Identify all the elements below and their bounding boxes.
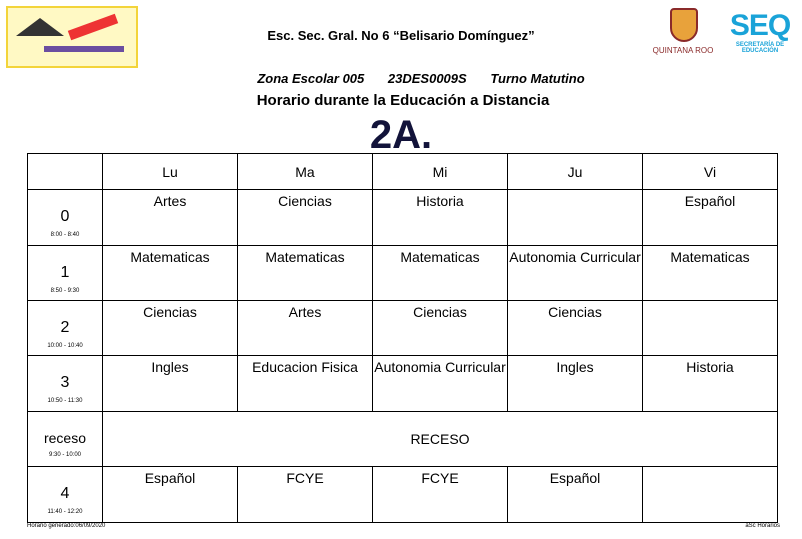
software-credit: aSc Horarios	[745, 523, 780, 529]
subject-cell: FCYE	[238, 467, 373, 523]
subject-cell: Artes	[103, 190, 238, 246]
day-header: Ju	[508, 154, 643, 190]
period-label-cell	[28, 190, 103, 246]
subject-cell: Ciencias	[373, 301, 508, 356]
period-label-cell	[28, 356, 103, 412]
period-time: 9:30 - 10:00	[48, 452, 82, 458]
schedule-table	[27, 153, 778, 523]
logo-bar	[44, 46, 124, 52]
period-row	[28, 356, 778, 412]
page-title: Horario durante la Educación a Distancia	[256, 92, 550, 109]
subject-cell: FCYE	[373, 467, 508, 523]
group-name: 2A.	[369, 113, 433, 157]
period-number: 3	[60, 374, 70, 391]
period-time: 10:50 - 11:30	[47, 398, 83, 404]
subject-cell: Ciencias	[103, 301, 238, 356]
period-row	[28, 246, 778, 301]
seq-logo-text: SEQ	[729, 9, 791, 42]
subject-cell: Ingles	[508, 356, 643, 412]
period-number: 4	[60, 485, 70, 502]
period-time: 11:40 - 12:20	[47, 509, 83, 515]
period-label-cell	[28, 246, 103, 301]
shift-label: Turno Matutino	[490, 71, 585, 86]
subject-cell: Autonomia Curricular	[373, 356, 508, 412]
school-code: 23DES0009S	[387, 71, 467, 86]
subject-cell: Ciencias	[508, 301, 643, 356]
school-name: Esc. Sec. Gral. No 6 “Belisario Domínguez”	[267, 28, 535, 43]
period-time: 8:50 - 9:30	[50, 288, 80, 294]
period-row	[28, 190, 778, 246]
subject-cell: Artes	[238, 301, 373, 356]
subject-cell	[508, 190, 643, 246]
subject-cell	[643, 301, 778, 356]
seq-logo-subtitle: SECRETARÍA DE EDUCACIÓN	[735, 42, 785, 54]
period-time: 10:00 - 10:40	[47, 343, 83, 349]
shield-icon	[670, 8, 698, 42]
subject-cell: Matematicas	[238, 246, 373, 301]
period-number: 2	[60, 319, 70, 336]
quintana-roo-text: QUINTANA ROO	[652, 46, 714, 55]
day-header: Ma	[238, 154, 373, 190]
subject-cell: Matematicas	[643, 246, 778, 301]
subject-cell: Historia	[643, 356, 778, 412]
period-label-cell	[28, 301, 103, 356]
day-header: Lu	[103, 154, 238, 190]
period-label-cell	[28, 412, 103, 467]
subject-cell: Matematicas	[103, 246, 238, 301]
subject-cell: Ingles	[103, 356, 238, 412]
subject-cell: Autonomia Curricular	[508, 246, 643, 301]
subject-cell	[643, 467, 778, 523]
period-row	[28, 467, 778, 523]
day-header-row	[28, 154, 778, 190]
subject-cell: Matematicas	[373, 246, 508, 301]
subject-cell: Ciencias	[238, 190, 373, 246]
school-info-line	[0, 71, 802, 86]
zone-label: Zona Escolar 005	[257, 71, 365, 86]
period-row	[28, 301, 778, 356]
subject-cell: Español	[643, 190, 778, 246]
period-number: 1	[60, 264, 70, 281]
period-row	[28, 412, 778, 467]
subject-cell: Historia	[373, 190, 508, 246]
generated-date: Horario generado:06/09/2020	[27, 523, 106, 529]
period-label-cell	[28, 467, 103, 523]
day-header: Vi	[643, 154, 778, 190]
quintana-roo-logo	[652, 6, 714, 62]
subject-cell: Educacion Fisica	[238, 356, 373, 412]
seq-logo	[720, 10, 800, 60]
period-number: receso	[43, 430, 87, 446]
day-header: Mi	[373, 154, 508, 190]
period-time: 8:00 - 8:40	[50, 232, 80, 238]
corner-cell	[28, 154, 103, 190]
period-number: 0	[60, 208, 70, 225]
subject-cell: Español	[508, 467, 643, 523]
subject-cell: Español	[103, 467, 238, 523]
recess-cell: RECESO	[103, 412, 778, 467]
